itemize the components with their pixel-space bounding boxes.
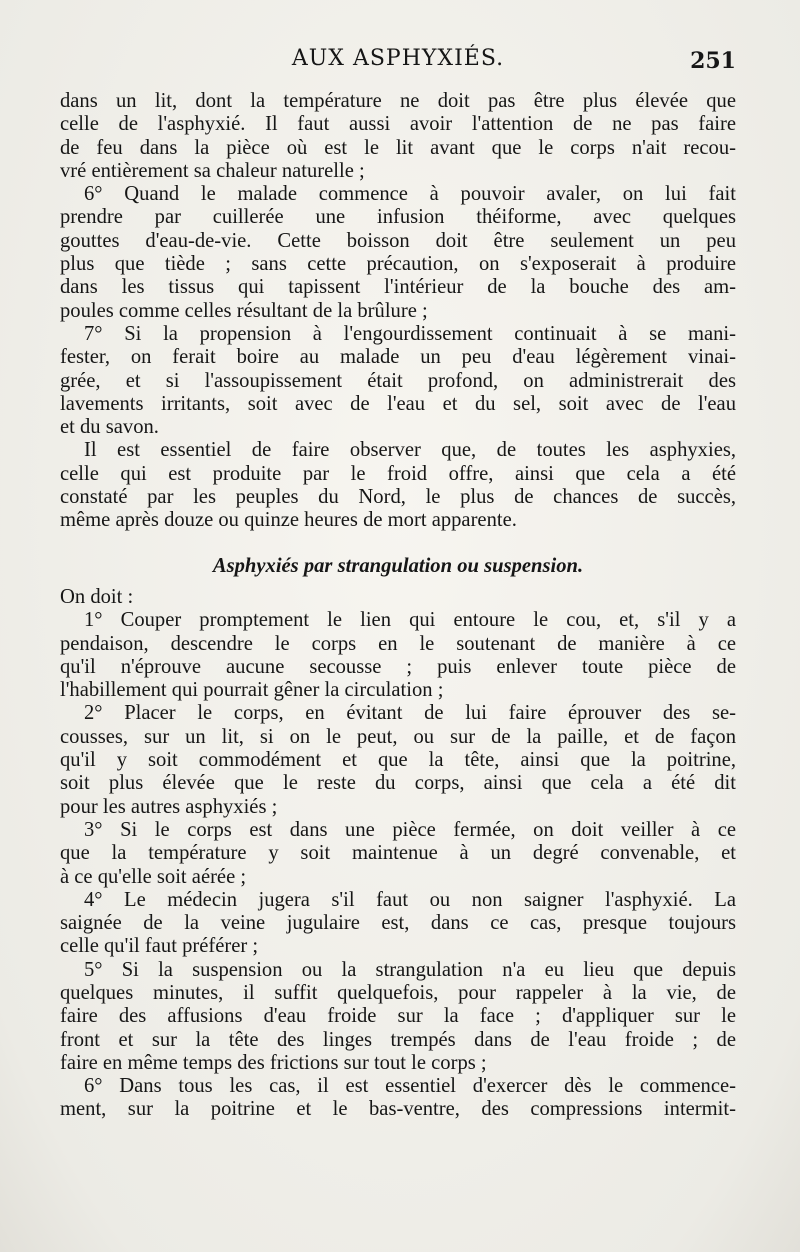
running-title: AUX ASPHYXIÉS.: [291, 46, 505, 71]
text-line: constaté par les peuples du Nord, le plus de chances de succès,: [60, 486, 736, 509]
text-line: que la température y soit maintenue à un degré convenable, et: [60, 842, 736, 865]
text-line: même après douze ou quinze heures de mort apparente.: [60, 509, 517, 532]
text-line: quelques minutes, il suffit quelquefois, pour rappeler à la vie, de: [60, 981, 736, 1004]
text-line: dans un lit, dont la température ne doit pas être plus élevée que: [60, 90, 736, 112]
text-line: faire des affusions d'eau froide sur la face ; d'appliquer sur le: [60, 1005, 736, 1028]
text-line: gouttes d'eau-de-vie. Cette boisson doit être seulement un peu: [60, 229, 736, 252]
text-line: pour les autres asphyxiés ;: [60, 795, 278, 818]
text-line: 7° Si la propension à l'engourdissement continuait à se mani-: [84, 322, 736, 345]
text-line: 6° Quand le malade commence à pouvoir avaler, on lui fait: [84, 183, 736, 206]
text-line: grée, et si l'assoupissement était profond, on administrerait des: [60, 369, 736, 392]
text-line: à ce qu'elle soit aérée ;: [60, 865, 247, 888]
text-line: dans les tissus qui tapissent l'intérieur de la bouche des am-: [60, 276, 736, 299]
text-line: saignée de la veine jugulaire est, dans ce cas, presque toujours: [60, 912, 736, 935]
text-line: Il est essentiel de faire observer que, de toutes les asphyxies,: [84, 439, 736, 462]
text-line: qu'il y soit commodément et que la tête, ainsi que la poitrine,: [60, 749, 736, 772]
text-line: faire en même temps des frictions sur tout le corps ;: [60, 1051, 487, 1074]
page-header: [60, 42, 736, 82]
text-line: On doit :: [60, 585, 134, 608]
text-line: celle qu'il faut préférer ;: [60, 935, 259, 958]
text-line: cousses, sur un lit, si on le peut, ou sur de la paille, et de façon: [60, 725, 736, 748]
text-line: prendre par cuillerée une infusion théiforme, avec quelques: [60, 206, 736, 229]
text-line: 5° Si la suspension ou la strangulation n'a eu lieu que depuis: [84, 958, 736, 981]
text-line: poules comme celles résultant de la brûlure ;: [60, 299, 428, 322]
text-line: 6° Dans tous les cas, il est essentiel d'exercer dès le commence-: [84, 1075, 736, 1098]
text-line: celle qui est produite par le froid offre, ainsi que cela a été: [60, 462, 736, 485]
text-line: 3° Si le corps est dans une pièce fermée, on doit veiller à ce: [84, 818, 736, 841]
text-line: soit plus élevée que le reste du corps, ainsi que cela a été dit: [60, 772, 736, 795]
text-line: qu'il n'éprouve aucune secousse ; puis enlever toute pièce de: [60, 655, 736, 678]
text-line: ment, sur la poitrine et le bas-ventre, des compressions intermit-: [60, 1098, 736, 1121]
text-line: 2° Placer le corps, en évitant de lui faire éprouver des se-: [84, 702, 736, 725]
text-line: et du savon.: [60, 416, 159, 439]
text-line: front et sur la tête des linges trempés dans de l'eau froide ; de: [60, 1028, 736, 1051]
text-line: lavements irritants, soit avec de l'eau et du sel, soit avec de l'eau: [60, 392, 736, 415]
text-line: vré entièrement sa chaleur naturelle ;: [60, 159, 365, 182]
page-number: 251: [690, 48, 736, 74]
text-line: 4° Le médecin jugera s'il faut ou non saigner l'asphyxié. La: [84, 888, 736, 911]
text-line: fester, on ferait boire au malade un peu d'eau légèrement vinai-: [60, 346, 736, 369]
body-text: [60, 90, 736, 1122]
text-line: pendaison, descendre le corps en le soutenant de manière à ce: [60, 632, 736, 655]
section-heading: Asphyxiés par strangulation ou suspension.: [212, 554, 584, 577]
text-line: celle de l'asphyxié. Il faut aussi avoir l'attention de ne pas faire: [60, 113, 736, 136]
text-line: plus que tiède ; sans cette précaution, on s'exposerait à produire: [60, 253, 736, 276]
text-line: l'habillement qui pourrait gêner la circulation ;: [60, 679, 444, 702]
text-line: de feu dans la pièce où est le lit avant que le corps n'ait recou-: [60, 136, 736, 159]
text-line: 1° Couper promptement le lien qui entoure le cou, et, s'il y a: [84, 609, 736, 632]
